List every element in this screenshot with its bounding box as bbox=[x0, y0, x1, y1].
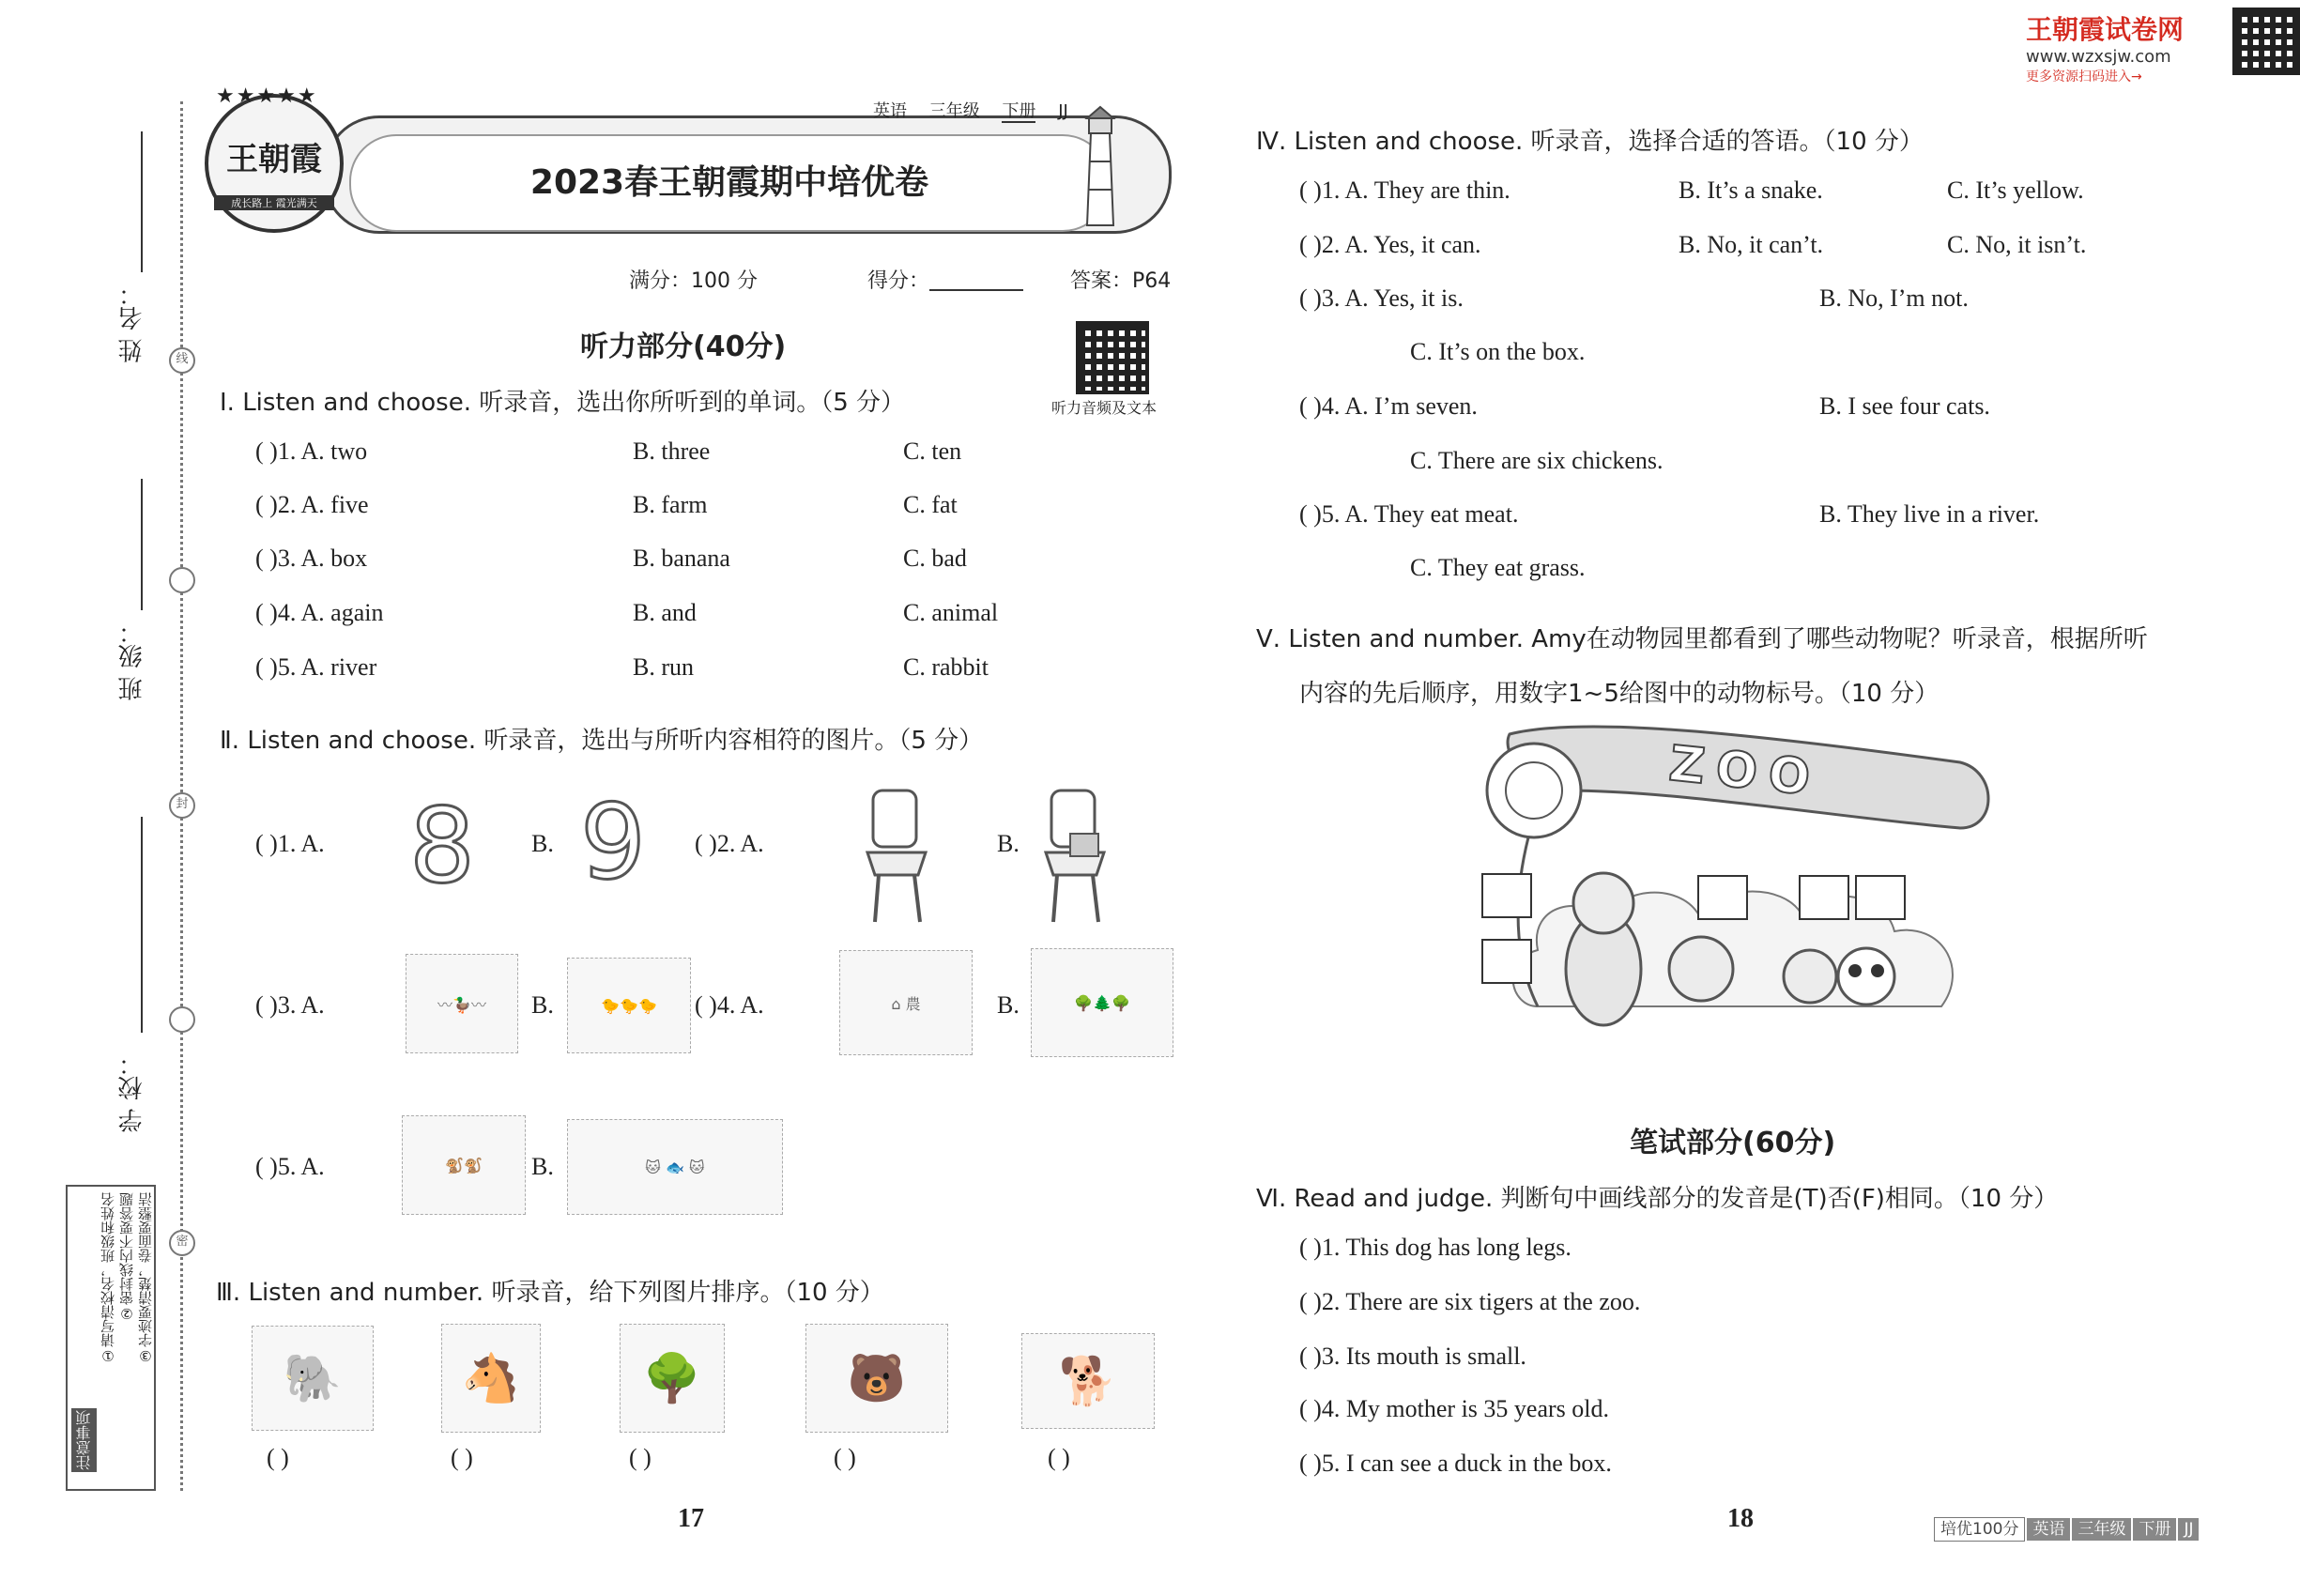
sec6-item: ( )3. Its mouth is small. bbox=[1299, 1343, 1526, 1370]
sec3-blank: ( ) bbox=[834, 1444, 856, 1471]
cut-mark: 线 bbox=[169, 347, 195, 374]
header-tags bbox=[873, 98, 1085, 122]
footer-series: 培优100分 bbox=[1934, 1517, 2025, 1542]
sec6-item: ( )2. There are six tigers at the zoo. bbox=[1299, 1288, 1641, 1315]
logo-sub: 成长路上 霞光满天 bbox=[214, 195, 334, 210]
sec2-q5-b: B. bbox=[531, 1153, 554, 1180]
sec4-item-a: ( )3. A. Yes, it is. bbox=[1299, 284, 1464, 312]
notice-item: ③字迹要清楚，卷面要整洁 bbox=[137, 1192, 154, 1364]
page-number-right: 18 bbox=[1727, 1504, 1754, 1533]
writing-heading: 笔试部分(60分) bbox=[1630, 1127, 1836, 1159]
school-underline bbox=[141, 817, 143, 1033]
sec4-item-b: B. No, I’m not. bbox=[1819, 284, 1969, 312]
sec2-q1-a: ( )1. A. bbox=[255, 830, 325, 857]
answer-box[interactable] bbox=[1481, 939, 1532, 984]
sec1-item-a: ( )4. A. again bbox=[255, 599, 384, 626]
sec1-item-c: C. ten bbox=[903, 437, 962, 465]
sec4-item-c: C. It’s yellow. bbox=[1947, 176, 2084, 204]
logo-text: 王朝霞 bbox=[226, 141, 322, 178]
brand-tagline: 更多资源扫码进入→ bbox=[2026, 69, 2142, 84]
sec6-item: ( )5. I can see a duck in the box. bbox=[1299, 1450, 1612, 1477]
sec1-item-b: B. three bbox=[633, 437, 711, 465]
sec6-item: ( )4. My mother is 35 years old. bbox=[1299, 1395, 1610, 1422]
logo bbox=[205, 94, 344, 233]
sec2-title: Ⅱ. Listen and choose. 听录音，选出与所听内容相符的图片。（5 分） bbox=[220, 727, 984, 755]
sec6-item: ( )1. This dog has long legs. bbox=[1299, 1234, 1572, 1261]
monkeys-banana-image: 🐒🐒 bbox=[402, 1115, 526, 1215]
brand-block bbox=[2026, 9, 2184, 85]
sec1-item-c: C. animal bbox=[903, 599, 999, 626]
sec4-title: Ⅳ. Listen and choose. 听录音，选择合适的答语。（10 分） bbox=[1256, 128, 1924, 156]
sec4-item-a: ( )2. A. Yes, it can. bbox=[1299, 231, 1481, 258]
score-blank bbox=[929, 289, 1023, 291]
sec2-q1-b: B. bbox=[531, 830, 554, 857]
page-title: 2023春王朝霞期中培优卷 bbox=[349, 134, 1110, 232]
cut-mark: 密 bbox=[169, 1230, 195, 1256]
sec2-q2-a: ( )2. A. bbox=[695, 830, 764, 857]
score-label: 得分： bbox=[867, 269, 930, 293]
tag-subject: 英语 bbox=[873, 101, 907, 121]
sec1-item-b: B. banana bbox=[633, 545, 730, 572]
chicks-image: 🐤🐤🐤 bbox=[567, 958, 691, 1053]
sec3-blank: ( ) bbox=[1048, 1444, 1070, 1471]
page-number-left: 17 bbox=[678, 1504, 704, 1533]
footer-subject: 英语 bbox=[2027, 1518, 2070, 1541]
sec3-blank: ( ) bbox=[629, 1444, 652, 1471]
lighthouse-icon bbox=[1080, 105, 1121, 227]
sec1-title: Ⅰ. Listen and choose. 听录音，选出你所听到的单词。（5 分） bbox=[220, 389, 906, 417]
sec3-title: Ⅲ. Listen and number. 听录音，给下列图片排序。（10 分） bbox=[216, 1279, 884, 1307]
footer-grade: 三年级 bbox=[2072, 1518, 2131, 1541]
cats-fish-image: 🐱 🐟 🐱 bbox=[567, 1119, 783, 1215]
footer-edition: JJ bbox=[2178, 1518, 2199, 1541]
brand-url: www.wzxsjw.com bbox=[2026, 47, 2171, 67]
sec1-item-b: B. farm bbox=[633, 491, 708, 518]
sec5-title-line1: Ⅴ. Listen and number. Amy在动物园里都看到了哪些动物呢？听录音，根据所听 bbox=[1256, 625, 2148, 653]
sec4-item-a: ( )5. A. They eat meat. bbox=[1299, 500, 1519, 528]
sec1-item-a: ( )3. A. box bbox=[255, 545, 368, 572]
sec4-item-c: C. They eat grass. bbox=[1410, 554, 1586, 581]
sec3-blank: ( ) bbox=[267, 1444, 289, 1471]
sec1-item-c: C. fat bbox=[903, 491, 958, 518]
sec4-item-b: B. No, it can’t. bbox=[1679, 231, 1824, 258]
sec4-item-c: C. There are six chickens. bbox=[1410, 447, 1664, 474]
farm-house-image: ⌂ 農 bbox=[839, 950, 973, 1055]
chair-image bbox=[854, 785, 939, 926]
audio-qr-code bbox=[1076, 321, 1149, 394]
tag-volume: 下册 bbox=[1002, 101, 1036, 121]
answer-ref: 答案：P64 bbox=[1070, 269, 1172, 293]
sec4-item-b: B. They live in a river. bbox=[1819, 500, 2040, 528]
tag-edition: JJ bbox=[1058, 101, 1068, 121]
footer-tag bbox=[1934, 1515, 2200, 1539]
class-underline bbox=[141, 479, 143, 610]
footer-volume: 下册 bbox=[2133, 1518, 2176, 1541]
cut-mark-circle bbox=[169, 567, 195, 593]
sec1-item-a: ( )1. A. two bbox=[255, 437, 368, 465]
sec2-q4-b: B. bbox=[997, 991, 1020, 1019]
answer-box[interactable] bbox=[1697, 875, 1748, 920]
sec4-item-a: ( )4. A. I’m seven. bbox=[1299, 392, 1478, 420]
sec1-item-b: B. and bbox=[633, 599, 697, 626]
tree-image: 🌳 bbox=[620, 1324, 725, 1433]
sec2-q3-a: ( )3. A. bbox=[255, 991, 325, 1019]
notice-title: 注意事项 bbox=[71, 1408, 97, 1472]
sec2-q3-b: B. bbox=[531, 991, 554, 1019]
answer-box[interactable] bbox=[1481, 873, 1532, 918]
name-underline bbox=[141, 131, 143, 272]
notice-item: ①请写清校名，班级和姓名 bbox=[100, 1192, 116, 1364]
chair-with-bag-image bbox=[1033, 785, 1117, 926]
dog-image: 🐕 bbox=[1021, 1333, 1155, 1429]
sec4-item-a: ( )1. A. They are thin. bbox=[1299, 176, 1510, 204]
bears-image: 🐻 bbox=[805, 1324, 948, 1433]
sec2-q4-a: ( )4. A. bbox=[695, 991, 764, 1019]
horse-image: 🐴 bbox=[441, 1324, 541, 1433]
tag-grade: 三年级 bbox=[928, 101, 980, 121]
sec1-item-c: C. rabbit bbox=[903, 653, 989, 681]
brand-qr-code bbox=[2232, 8, 2300, 75]
qr-caption: 听力音频及文本 bbox=[1051, 399, 1158, 417]
sec4-item-b: B. I see four cats. bbox=[1819, 392, 1990, 420]
digit-nine-image: 9 bbox=[580, 782, 646, 902]
class-label: 班 级： bbox=[118, 620, 146, 701]
sec1-item-a: ( )5. A. river bbox=[255, 653, 377, 681]
full-score: 满分：100 分 bbox=[629, 269, 758, 293]
notice-item: ②密封线内不要答题 bbox=[118, 1192, 135, 1322]
school-label: 学 校： bbox=[118, 1051, 146, 1133]
sec2-q2-b: B. bbox=[997, 830, 1020, 857]
zoo-scene bbox=[1472, 725, 2007, 1044]
cut-mark-circle bbox=[169, 1006, 195, 1033]
ducks-in-pond-image: 〰🦆〰 bbox=[406, 954, 518, 1053]
sec4-item-c: C. It’s on the box. bbox=[1410, 338, 1586, 365]
zoo-sign-text: ZOO bbox=[1666, 735, 1824, 808]
sec3-blank: ( ) bbox=[451, 1444, 473, 1471]
cut-mark: 封 bbox=[169, 792, 195, 819]
sec6-title: Ⅵ. Read and judge. 判断句中画线部分的发音是(T)否(F)相同。（10 分） bbox=[1256, 1185, 2059, 1213]
sec5-title-line2: 内容的先后顺序，用数字1~5给图中的动物标号。（10 分） bbox=[1299, 680, 1940, 708]
logo-stars: ★★★★★ bbox=[216, 84, 318, 108]
trees-image: 🌳🌲🌳 bbox=[1031, 948, 1173, 1057]
name-label: 姓 名： bbox=[118, 282, 146, 363]
sec1-item-c: C. bad bbox=[903, 545, 967, 572]
answer-box[interactable] bbox=[1855, 875, 1906, 920]
sec1-item-a: ( )2. A. five bbox=[255, 491, 369, 518]
sec1-item-b: B. run bbox=[633, 653, 694, 681]
notice-box bbox=[66, 1185, 156, 1491]
digit-eight-image: 8 bbox=[409, 786, 475, 906]
sec2-q5-a: ( )5. A. bbox=[255, 1153, 325, 1180]
sec4-item-b: B. It’s a snake. bbox=[1679, 176, 1823, 204]
answer-box[interactable] bbox=[1799, 875, 1849, 920]
brand-name: 王朝霞试卷网 bbox=[2026, 14, 2185, 45]
listening-heading: 听力部分(40分) bbox=[580, 330, 787, 363]
sec4-item-c: C. No, it isn’t. bbox=[1947, 231, 2087, 258]
elephant-image: 🐘 bbox=[252, 1326, 374, 1431]
